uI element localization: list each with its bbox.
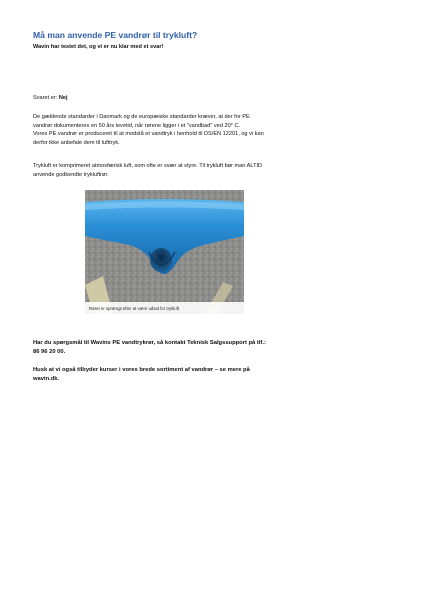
paragraph-line: Vores PE vandrør er produceret til at modstå et vandtryk i henhold til DS/EN 12201, og vi kan bbox=[33, 131, 264, 138]
paragraph-line: Husk at vi også tilbyder kurser i vores brede sortiment af vandrør – se mere på bbox=[33, 367, 250, 373]
document-page bbox=[33, 30, 393, 382]
answer-prefix: Svaret er: bbox=[33, 95, 59, 101]
paragraph-line: Har du spørgsmål til Wavins PE vandtrykrør, så kontakt Teknisk Salgssupport på tlf.: bbox=[33, 340, 266, 346]
page-title: Må man anvende PE vandrør til trykluft? bbox=[33, 30, 198, 40]
compressed-air-paragraph bbox=[33, 162, 303, 179]
page-subtitle: Wavin har testet det, og vi er nu klar med et svar! bbox=[33, 44, 164, 50]
standards-paragraph bbox=[33, 113, 303, 147]
paragraph-line: 86 96 20 00. bbox=[33, 349, 66, 355]
burst-pipe-photo bbox=[85, 190, 244, 314]
paragraph-line: vandrør dokumenteres en 50 års levetid, når rørene ligger i et "vandbad" ved 20° C. bbox=[33, 122, 241, 129]
paragraph-line: Trykluft er komprimeret atmosfærisk luft, som ofte er svær at styre. Til trykluft bør man ALTID bbox=[33, 163, 263, 169]
contact-paragraph bbox=[33, 339, 333, 357]
photo-caption: Røret er sprængt efter at være udsat for trykluft bbox=[89, 306, 180, 311]
courses-paragraph bbox=[33, 366, 333, 384]
answer-line bbox=[33, 94, 68, 102]
paragraph-line: De gældende standarder i Danmark og de europæiske standarder kræver, at der for PE bbox=[33, 114, 250, 120]
paragraph-line: derfor ikke anbefale dem til lufttryk. bbox=[33, 139, 120, 146]
paragraph-line: anvende godkendte trykluftrør. bbox=[33, 171, 109, 178]
paragraph-line: wavin.dk. bbox=[33, 376, 60, 382]
burst-pipe-image bbox=[85, 190, 244, 314]
answer-value: Nej bbox=[58, 95, 68, 101]
